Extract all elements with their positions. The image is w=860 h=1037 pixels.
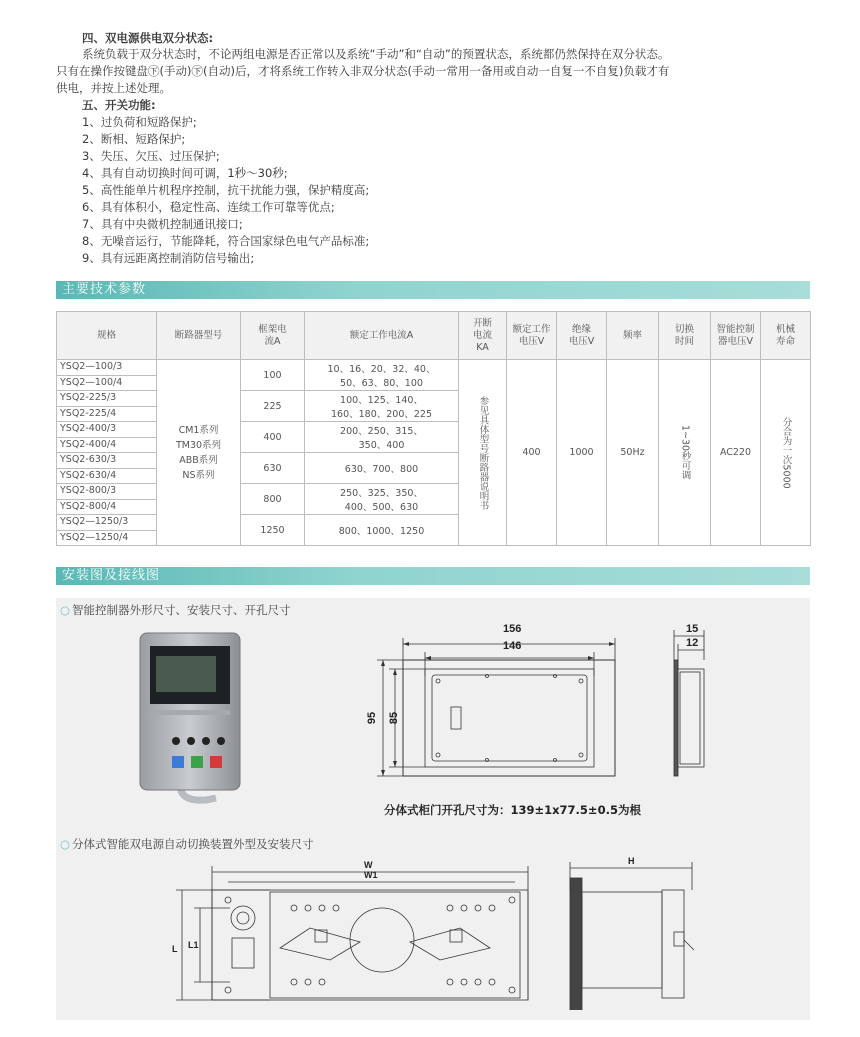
header-switch-time: 切换时间 (659, 312, 711, 360)
function-item: 5、高性能单片机程序控制，抗干扰能力强，保护精度高; (82, 183, 370, 197)
header-mech-life: 机械寿命 (761, 312, 811, 360)
controller-device-image (136, 630, 246, 810)
dim-15: 15 (686, 623, 699, 635)
frame-current-cell: 630 (241, 453, 305, 484)
function-item: 8、无噪音运行，节能降耗，符合国家绿色电气产品标准; (82, 234, 370, 248)
function-item: 3、失压、欠压、过压保护; (82, 149, 220, 163)
rated-current-cell: 10、16、20、32、40、50、63、80、100 (305, 360, 459, 391)
split-device-front-drawing (160, 860, 540, 1010)
model-cell: YSQ2-800/4 (57, 499, 157, 515)
dim-12: 12 (686, 637, 699, 649)
frame-current-cell: 400 (241, 422, 305, 453)
section4-para-line3: 供电，并按上述处理。 (56, 81, 171, 95)
frame-current-cell: 800 (241, 484, 305, 515)
model-cell: YSQ2-400/3 (57, 422, 157, 438)
model-cell: YSQ2-800/3 (57, 484, 157, 500)
model-cell: YSQ2—100/4 (57, 375, 157, 391)
controller-voltage-cell: AC220 (711, 360, 761, 546)
function-item: 9、具有远距离控制消防信号输出; (82, 251, 255, 265)
model-cell: YSQ2-630/4 (57, 468, 157, 484)
frequency-cell: 50Hz (607, 360, 659, 546)
dim-95: 95 (366, 711, 379, 725)
dim-85: 85 (388, 711, 401, 725)
rated-current-cell: 800、1000、1250 (305, 515, 459, 546)
model-cell: YSQ2-225/4 (57, 406, 157, 422)
header-spec: 规格 (57, 312, 157, 360)
rated-current-cell: 100、125、140、160、180、200、225 (305, 391, 459, 422)
dim-H: H (628, 856, 635, 866)
function-item: 1、过负荷和短路保护; (82, 115, 197, 129)
install-section-title: 安装图及接线图 (56, 567, 810, 585)
header-breaker-type: 断路器型号 (157, 312, 241, 360)
model-cell: YSQ2-400/4 (57, 437, 157, 453)
model-cell: YSQ2—1250/3 (57, 515, 157, 531)
breaking-current-cell: 参见具体型号断路器说明书 (459, 360, 507, 546)
mech-life-cell: 分合为一次5000 (761, 360, 811, 546)
function-item: 6、具有体积小，稳定性高、连续工作可靠等优点; (82, 200, 335, 214)
header-breaking-current: 开断电流KA (459, 312, 507, 360)
header-controller-voltage: 智能控制器电压V (711, 312, 761, 360)
model-cell: YSQ2—1250/4 (57, 530, 157, 546)
header-frame-current: 框架电流A (241, 312, 305, 360)
dim-156: 156 (503, 623, 522, 635)
split-device-side-drawing (564, 860, 704, 1010)
table-row (57, 360, 811, 376)
front-dimension-drawing (365, 620, 625, 790)
breaker-types-cell: CM1系列 TM30系列 ABB系列 NS系列 (157, 360, 241, 546)
model-cell: YSQ2-630/3 (57, 453, 157, 469)
spec-section-title: 主要技术参数 (56, 281, 810, 299)
rated-current-cell: 200、250、315、350、400 (305, 422, 459, 453)
dim-W1: W1 (364, 870, 378, 880)
insulation-voltage-cell: 1000 (557, 360, 607, 546)
frame-current-cell: 100 (241, 360, 305, 391)
dim-146: 146 (503, 640, 522, 652)
section5-heading: 五、开关功能: (82, 98, 156, 112)
section4-para-line2: 只有在操作按键盘㊦(手动)㊦(自动)后，才将系统工作转入非双分状态(手动一常用一备用或自动一自复一不自复)负载才有 (56, 64, 670, 78)
dim-L1: L1 (188, 940, 199, 950)
frame-current-cell: 225 (241, 391, 305, 422)
section4-heading: 四、双电源供电双分状态: (82, 31, 214, 45)
rated-voltage-cell: 400 (507, 360, 557, 546)
dim-W: W (364, 860, 373, 870)
frame-current-cell: 1250 (241, 515, 305, 546)
header-frequency: 频率 (607, 312, 659, 360)
subtitle-controller-dims: ○ 智能控制器外形尺寸、安装尺寸、开孔尺寸 (60, 603, 291, 617)
header-rated-voltage: 额定工作电压V (507, 312, 557, 360)
circle-bullet-icon: ○ (60, 837, 71, 851)
dim-L: L (172, 944, 178, 954)
circle-bullet-icon: ○ (60, 603, 71, 617)
rated-current-cell: 250、325、350、400、500、630 (305, 484, 459, 515)
header-insulation-voltage: 绝缘电压V (557, 312, 607, 360)
rated-current-cell: 630、700、800 (305, 453, 459, 484)
cutout-note: 分体式柜门开孔尺寸为：139±1x77.5±0.5为根 (384, 803, 641, 817)
section4-para-line1: 系统负载于双分状态时，不论两组电源是否正常以及系统“手动”和“自动”的预置状态，系统都仍然保持在双分状态。 (82, 47, 670, 61)
model-cell: YSQ2—100/3 (57, 360, 157, 376)
switch-time-cell: 1~30秒可调 (659, 360, 711, 546)
spec-table (56, 311, 811, 546)
function-item: 2、断相、短路保护; (82, 132, 186, 146)
model-cell: YSQ2-225/3 (57, 391, 157, 407)
function-item: 4、具有自动切换时间可调，1秒～30秒; (82, 166, 288, 180)
header-rated-current: 额定工作电流A (305, 312, 459, 360)
function-item: 7、具有中央微机控制通讯接口; (82, 217, 243, 231)
subtitle-split-device: ○ 分体式智能双电源自动切换装置外型及安装尺寸 (60, 837, 314, 851)
